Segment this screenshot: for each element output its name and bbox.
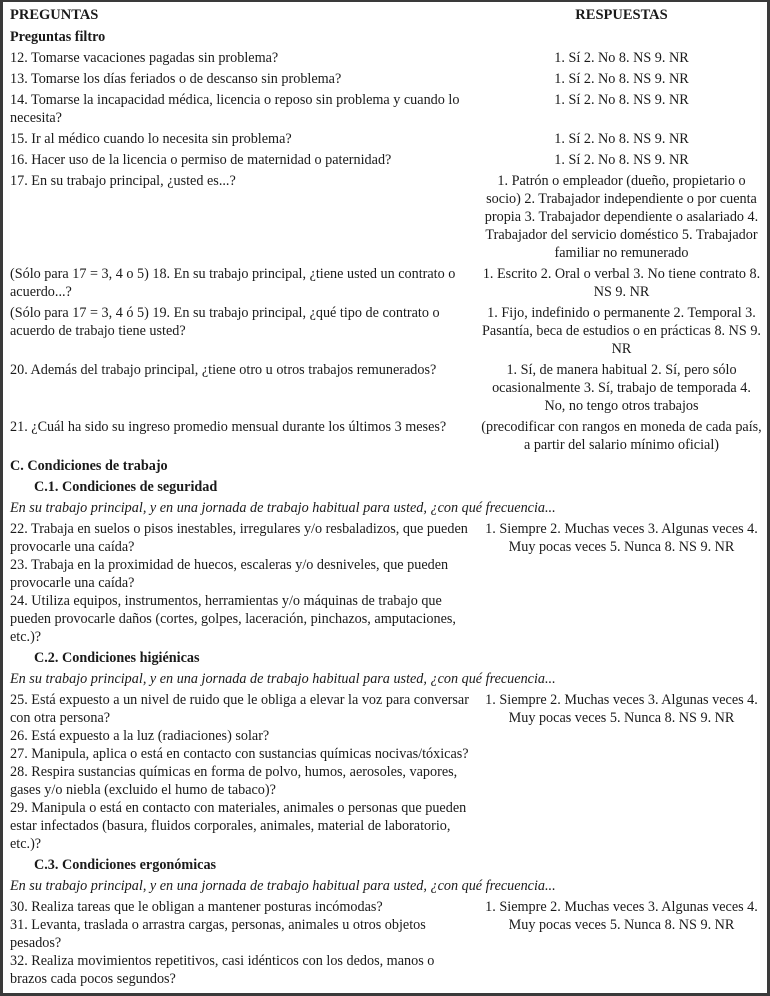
question-23: 23. Trabaja en la proximidad de huecos, escaleras y/o desniveles, que pueden provocarle una caída? — [10, 557, 449, 591]
question-row-18 — [10, 265, 767, 301]
question-28: 28. Respira sustancias químicas en forma de polvo, humos, aerosoles, vapores, gases y/o niebla (excluido el humo de tabaco)? — [10, 764, 458, 798]
section-c3-title: C.3. Condiciones ergonómicas — [34, 857, 217, 873]
answer-options: 1. Sí 2. No 8. NS 9. NR — [554, 92, 689, 108]
question-row-19 — [10, 304, 767, 358]
section-c2-question-group — [10, 691, 767, 853]
section-c3-question-group — [10, 898, 767, 988]
answer-options: 1. Sí 2. No 8. NS 9. NR — [554, 131, 689, 147]
question-text: 12. Tomarse vacaciones pagadas sin problema? — [10, 50, 279, 66]
question-row-14 — [10, 91, 767, 127]
filter-section-title: Preguntas filtro — [10, 29, 106, 45]
question-25: 25. Está expuesto a un nivel de ruido que le obliga a elevar la voz para conversar con otra persona? — [10, 692, 469, 726]
section-c2-prompt — [10, 670, 767, 688]
question-text: 14. Tomarse la incapacidad médica, licencia o reposo sin problema y cuando lo necesita? — [10, 92, 460, 126]
answer-options: 1. Siempre 2. Muchas veces 3. Algunas veces 4. Muy pocas veces 5. Nunca 8. NS 9. NR — [485, 692, 758, 726]
question-row-20 — [10, 361, 767, 415]
question-22: 22. Trabaja en suelos o pisos inestables, irregulares y/o resbaladizos, que pueden provocarle una caída? — [10, 521, 468, 555]
question-31: 31. Levanta, traslada o arrastra cargas, personas, animales u otros objetos pesados? — [10, 917, 426, 951]
question-24: 24. Utiliza equipos, instrumentos, herramientas y/o máquinas de trabajo que pueden provocarle daños (cortes, golpes, laceración, pinchazos, amputaciones, etc.)? — [10, 593, 456, 645]
question-text: 17. En su trabajo principal, ¿usted es...? — [10, 173, 236, 189]
answer-options: 1. Fijo, indefinido o permanente 2. Temporal 3. Pasantía, beca de estudios o en prácticas 8. NS 9. NR — [482, 305, 761, 357]
question-26: 26. Está expuesto a la luz (radiaciones) solar? — [10, 728, 270, 744]
question-list — [10, 520, 480, 646]
question-text: 20. Además del trabajo principal, ¿tiene otro u otros trabajos remunerados? — [10, 362, 437, 378]
frequency-prompt: En su trabajo principal, y en una jornada de trabajo habitual para usted, ¿con qué frecuencia... — [10, 500, 556, 516]
question-row-16 — [10, 151, 767, 169]
answer-options: 1. Escrito 2. Oral o verbal 3. No tiene contrato 8. NS 9. NR — [482, 266, 761, 300]
section-c1-heading — [10, 478, 767, 496]
answer-options: 1. Patrón o empleador (dueño, propietario o socio) 2. Trabajador independiente o por cuenta propia 3. Trabajador dependiente o asalariado 4. Trabajador del servicio doméstico 5. Trabajador familiar no remunerado — [484, 173, 759, 261]
question-27: 27. Manipula, aplica o está en contacto con sustancias químicas nocivas/tóxicas? — [10, 746, 469, 762]
answer-options: 1. Siempre 2. Muchas veces 3. Algunas veces 4. Muy pocas veces 5. Nunca 8. NS 9. NR — [485, 521, 758, 555]
answer-options: (precodificar con rangos en moneda de cada país, a partir del salario mínimo oficial) — [481, 419, 762, 453]
question-list — [10, 691, 480, 853]
question-list — [10, 898, 480, 988]
question-text: 13. Tomarse los días feriados o de descanso sin problema? — [10, 71, 342, 87]
section-c-heading — [10, 457, 767, 475]
question-row-12 — [10, 49, 767, 67]
question-32: 32. Realiza movimientos repetitivos, casi idénticos con los dedos, manos o brazos cada pocos segundos? — [10, 953, 435, 987]
question-text: 15. Ir al médico cuando lo necesita sin problema? — [10, 131, 292, 147]
question-row-21 — [10, 418, 767, 454]
question-text: (Sólo para 17 = 3, 4 ó 5) 19. En su trabajo principal, ¿qué tipo de contrato o acuerdo de trabajo tiene usted? — [10, 305, 440, 339]
questions-column-header: PREGUNTAS — [10, 7, 99, 23]
answers-column-header: RESPUESTAS — [575, 7, 668, 23]
answer-options: 1. Sí 2. No 8. NS 9. NR — [554, 50, 689, 66]
section-c2-heading — [10, 649, 767, 667]
section-c2-title: C.2. Condiciones higiénicas — [34, 650, 200, 666]
answer-options: 1. Siempre 2. Muchas veces 3. Algunas veces 4. Muy pocas veces 5. Nunca 8. NS 9. NR — [485, 899, 758, 933]
question-text: 16. Hacer uso de la licencia o permiso de maternidad o paternidad? — [10, 152, 392, 168]
frequency-prompt: En su trabajo principal, y en una jornada de trabajo habitual para usted, ¿con qué frecuencia... — [10, 878, 556, 894]
answer-options: 1. Sí 2. No 8. NS 9. NR — [554, 152, 689, 168]
section-c3-heading — [10, 856, 767, 874]
section-c1-question-group — [10, 520, 767, 646]
question-row-13 — [10, 70, 767, 88]
section-c1-prompt — [10, 499, 767, 517]
question-30: 30. Realiza tareas que le obligan a mantener posturas incómodas? — [10, 899, 383, 915]
section-c3-prompt — [10, 877, 767, 895]
answer-options: 1. Sí 2. No 8. NS 9. NR — [554, 71, 689, 87]
question-row-17 — [10, 172, 767, 262]
section-c1-title: C.1. Condiciones de seguridad — [34, 479, 218, 495]
frequency-prompt: En su trabajo principal, y en una jornada de trabajo habitual para usted, ¿con qué frecuencia... — [10, 671, 556, 687]
table-header — [10, 6, 767, 24]
question-29: 29. Manipula o está en contacto con materiales, animales o personas que pueden estar infectados (basura, fluidos corporales, animales, material de laboratorio, etc.)? — [10, 800, 467, 852]
section-c-title: C. Condiciones de trabajo — [10, 458, 168, 474]
question-row-15 — [10, 130, 767, 148]
filter-section-heading — [10, 28, 767, 46]
question-text: 21. ¿Cuál ha sido su ingreso promedio mensual durante los últimos 3 meses? — [10, 419, 447, 435]
answer-options: 1. Sí, de manera habitual 2. Sí, pero sólo ocasionalmente 3. Sí, trabajo de temporada 4. No, no tengo otros trabajos — [492, 362, 751, 414]
question-text: (Sólo para 17 = 3, 4 o 5) 18. En su trabajo principal, ¿tiene usted un contrato o acuerdo...? — [10, 266, 456, 300]
